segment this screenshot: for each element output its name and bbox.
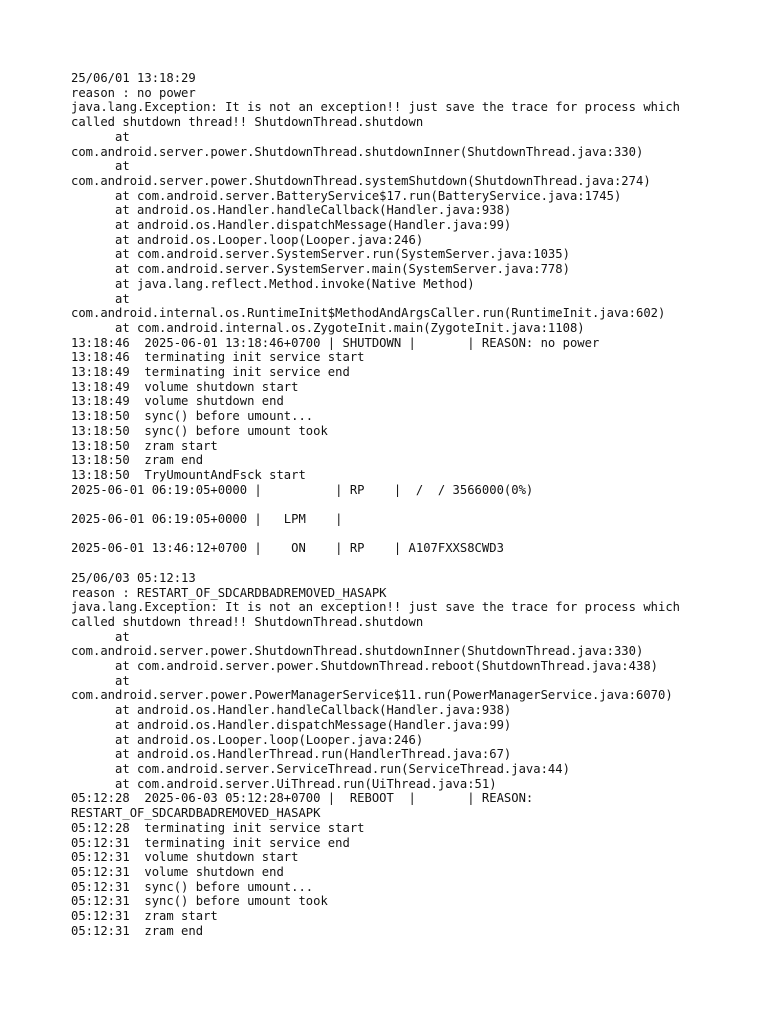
log-line: at android.os.Handler.handleCallback(Handler.java:938) xyxy=(71,203,512,218)
log-line: 05:12:28 2025-06-03 05:12:28+0700 | REBOOT | | REASON: xyxy=(71,791,534,806)
log-line: 05:12:31 sync() before umount... xyxy=(71,879,314,894)
log-line: 05:12:31 volume shutdown start xyxy=(71,850,299,865)
log-line: called shutdown thread!! ShutdownThread.shutdown xyxy=(71,614,424,629)
log-line: java.lang.Exception: It is not an exception!! just save the trace for process which xyxy=(71,100,681,115)
log-line: com.android.server.power.PowerManagerService$11.run(PowerManagerService.java:6070) xyxy=(71,688,673,703)
log-line: at xyxy=(71,629,130,644)
log-line: 13:18:49 volume shutdown start xyxy=(71,379,299,394)
log-line xyxy=(71,556,761,571)
log-line: 13:18:49 terminating init service end xyxy=(71,365,350,380)
log-line: com.android.server.power.ShutdownThread.shutdownInner(ShutdownThread.java:330) xyxy=(71,144,644,159)
log-line: 13:18:50 zram end xyxy=(71,453,204,468)
log-line: 05:12:31 volume shutdown end xyxy=(71,864,284,879)
log-line: at com.android.server.BatteryService$17.run(BatteryService.java:1745) xyxy=(71,188,622,203)
log-line: at android.os.Handler.handleCallback(Handler.java:938) xyxy=(71,703,512,718)
log-line: called shutdown thread!! ShutdownThread.shutdown xyxy=(71,115,424,130)
log-line: 05:12:28 terminating init service start xyxy=(71,820,365,835)
log-line: 05:12:31 zram end xyxy=(71,923,204,938)
log-line: at com.android.server.power.ShutdownThread.reboot(ShutdownThread.java:438) xyxy=(71,659,658,674)
log-line: 2025-06-01 06:19:05+0000 | | RP | / / 3566000(0%) xyxy=(71,482,534,497)
log-line: 13:18:46 2025-06-01 13:18:46+0700 | SHUTDOWN | | REASON: no power xyxy=(71,335,600,350)
log-line: 13:18:50 sync() before umount took xyxy=(71,423,328,438)
log-line: reason : RESTART_OF_SDCARDBADREMOVED_HASAPK xyxy=(71,585,387,600)
log-line: com.android.server.power.ShutdownThread.shutdownInner(ShutdownThread.java:330) xyxy=(71,644,644,659)
log-line: at android.os.Looper.loop(Looper.java:246) xyxy=(71,232,424,247)
log-line: at xyxy=(71,159,130,174)
log-line: java.lang.Exception: It is not an exception!! just save the trace for process which xyxy=(71,600,681,615)
log-line: RESTART_OF_SDCARDBADREMOVED_HASAPK xyxy=(71,806,321,821)
log-line: com.android.internal.os.RuntimeInit$MethodAndArgsCaller.run(RuntimeInit.java:602) xyxy=(71,306,666,321)
log-line: 13:18:46 terminating init service start xyxy=(71,350,365,365)
log-line xyxy=(71,527,761,542)
log-line: 05:12:31 zram start xyxy=(71,909,218,924)
log-line: at java.lang.reflect.Method.invoke(Native Method) xyxy=(71,276,475,291)
log-line: 13:18:50 zram start xyxy=(71,438,218,453)
log-line: com.android.server.power.ShutdownThread.systemShutdown(ShutdownThread.java:274) xyxy=(71,173,651,188)
log-line: at android.os.Looper.loop(Looper.java:246) xyxy=(71,732,424,747)
log-line: at com.android.internal.os.ZygoteInit.main(ZygoteInit.java:1108) xyxy=(71,320,585,335)
log-line: at android.os.Handler.dispatchMessage(Handler.java:99) xyxy=(71,218,512,233)
log-line: at com.android.server.ServiceThread.run(ServiceThread.java:44) xyxy=(71,762,570,776)
log-line: 25/06/01 13:18:29 xyxy=(71,71,196,85)
log-line: 13:18:50 TryUmountAndFsck start xyxy=(71,467,306,482)
log-line: reason : no power xyxy=(71,85,196,100)
log-line: 05:12:31 sync() before umount took xyxy=(71,894,328,909)
log-line xyxy=(71,497,761,512)
log-line: at xyxy=(71,129,130,144)
log-line: 25/06/03 05:12:13 xyxy=(71,570,196,585)
log-line: at android.os.HandlerThread.run(HandlerThread.java:67) xyxy=(71,747,512,762)
log-line: at android.os.Handler.dispatchMessage(Handler.java:99) xyxy=(71,717,512,732)
log-line: at com.android.server.SystemServer.main(SystemServer.java:778) xyxy=(71,262,570,277)
log-document xyxy=(71,71,761,938)
log-line: at com.android.server.SystemServer.run(SystemServer.java:1035) xyxy=(71,247,570,262)
log-line: at com.android.server.UiThread.run(UiThread.java:51) xyxy=(71,776,497,791)
log-line: 13:18:49 volume shutdown end xyxy=(71,394,284,409)
log-line: at xyxy=(71,673,130,688)
log-line: at xyxy=(71,291,130,306)
log-line: 05:12:31 terminating init service end xyxy=(71,835,350,850)
log-line: 2025-06-01 06:19:05+0000 | LPM | xyxy=(71,512,343,527)
log-line: 2025-06-01 13:46:12+0700 | ON | RP | A107FXXS8CWD3 xyxy=(71,541,504,556)
log-line: 13:18:50 sync() before umount... xyxy=(71,409,314,424)
